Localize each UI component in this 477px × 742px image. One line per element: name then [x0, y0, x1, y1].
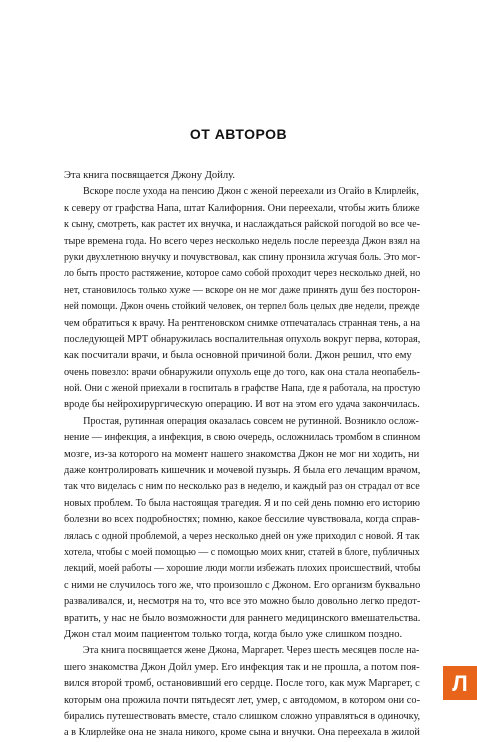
- publisher-logo: [443, 666, 477, 700]
- text-line: разваливался, и, несмотря на то, что все это можно было довольно легко предот-: [64, 596, 421, 608]
- text-line: болезни во всех подробностях; помню, какое бессилие чувствовала, когда справ-: [64, 514, 420, 526]
- text-line: которым она прожила почти пятьдесят лет, умер, с автодомом, в котором они со-: [64, 694, 421, 706]
- text-line: так что виделась с ним по несколько раз в неделю, и каждый раз он страдал от все: [64, 481, 420, 493]
- text-line: нет, становилось только хуже — вскоре он не мог даже принять душ без посторон-: [64, 284, 421, 296]
- text-line: последующей МРТ обнаружилась воспалительная опухоль вокруг первa, которая,: [64, 333, 421, 345]
- text-line: ной. Они с женой приехали в госпиталь в графстве Напа, где я работала, на простую: [64, 383, 421, 395]
- text-line: шего знакомства Джон Дойл умер. Его инфекция так и не прошла, а потом поя-: [64, 661, 420, 673]
- text-line: Простая, рутинная операция оказалась совсем не рутинной. Возникло ослож-: [83, 415, 419, 427]
- text-line: а в Клирлейке она не знала никого, кроме сына и внучки. Она переехала в жилой: [64, 727, 420, 739]
- logo-letter: Л: [452, 671, 468, 696]
- text-line: Эта книга посвящается Джону Дойлу.: [64, 170, 236, 181]
- text-line: ней помощи. Джон очень стойкий человек, он терпел боль целых две недели, прежде: [64, 301, 420, 313]
- text-line: Вскоре после ухода на пенсию Джон с женой переехали из Огайо в Клирлейк,: [83, 186, 419, 198]
- text-line: нение — инфекция, а инфекция, в свою очередь, осложнилась тромбом в спинном: [64, 432, 421, 444]
- text-line: к северу от графства Напа, штат Калифорния. Они переехали, чтобы жить ближе: [64, 202, 420, 214]
- text-line: тыре времена года. Но всего через несколько недель после переезда Джон взял на: [64, 235, 421, 247]
- text-line: лекций, моей работы — хорошие люди могли избежать плохих происшествий, чтобы: [64, 563, 421, 575]
- text-line: с ними не случилось того же, что произошло с Джоном. Его организм буквально: [64, 579, 421, 591]
- text-line: вроде бы нейрохирургическую операцию. И вот на этом его удача закончилась.: [64, 399, 420, 411]
- text-line: хотела, чтобы с моей помощью — с помощью моих книг, статей в блоге, публичных: [64, 546, 420, 558]
- text-line: вратить, у нас не было возможности для раннего медицинского вмешательства.: [64, 612, 421, 624]
- page-title: ОТ АВТОРОВ: [189, 126, 288, 142]
- text-line: Эта книга посвящается жене Джона, Маргарет. Через шесть месяцев после на-: [82, 645, 420, 657]
- text-line: вился второй тромб, остановивший его сердце. После того, как муж Маргарет, с: [64, 678, 420, 690]
- text-line: ло быть просто растяжение, которое само собой проходит через несколько дней, но: [64, 268, 421, 280]
- text-line: Джон стал моим пациентом только тогда, когда было уже слишком поздно.: [64, 628, 403, 640]
- text-line: чем обратиться к врачу. На рентгеновском снимке отпечаталась странная тень, а на: [64, 317, 421, 329]
- litres-logo-icon: [443, 666, 477, 700]
- text-line: руки двухлетнюю внучку и почувствовал, как спину пронзила жгучая боль. Это мог-: [64, 251, 421, 263]
- text-line: мозге, из-за которого на момент нашего знакомства Джон не мог ни ходить, ни: [64, 448, 420, 460]
- text-line: очень повезло: врачи обнаружили опухоль еще до того, как она стала неопабель-: [64, 366, 420, 378]
- text-line: даже контролировать кишечник и мочевой пузырь. Я была его лечащим врачом,: [64, 465, 421, 477]
- text-line: к сыну, смотреть, как растет их внучка, и наслаждаться райской погодой во все че-: [64, 219, 420, 231]
- body-text: [64, 168, 420, 742]
- text-line: новых проблем. То была настоящая трагедия. Я и по сей день помню его историю: [64, 497, 421, 509]
- text-line: как посчитали врачи, и была основной причиной боли. Джон решил, что ему: [64, 350, 412, 362]
- text-line: лялась с одной проблемой, а через несколько дней он уже приходил с новой. Я так: [64, 530, 420, 542]
- text-line: бирались путешествовать вместе, стало слишком сложно управляться в одиночку,: [64, 710, 421, 722]
